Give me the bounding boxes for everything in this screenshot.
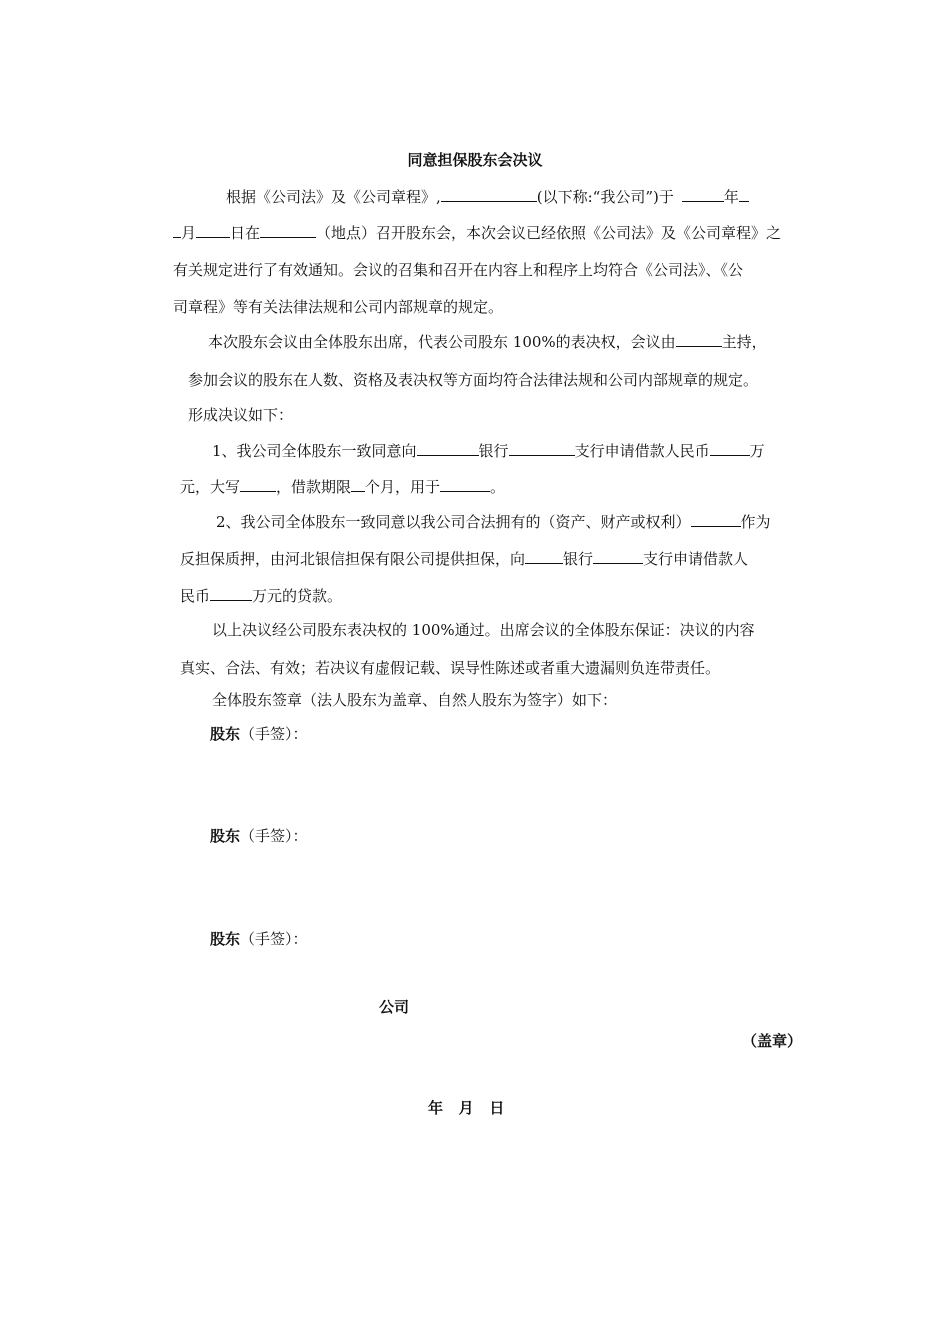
signature-hint: （手签）：: [240, 827, 308, 845]
text-segment: 主持，: [721, 333, 767, 351]
paragraph-1-line-2: [173, 222, 781, 243]
branch-blank[interactable]: [509, 440, 575, 456]
text-segment: (以下称:“我公司”)于: [536, 188, 674, 206]
text-segment: 根据《公司法》及《公司章程》,: [226, 188, 441, 206]
text-segment: 元，大写: [180, 478, 241, 496]
collateral-blank[interactable]: [691, 511, 741, 527]
text-segment: 本次股东会议由全体股东出席，代表公司股东 100%的表决权，会议由: [208, 333, 676, 351]
bank-blank-2[interactable]: [525, 548, 563, 564]
shareholder-signature-3[interactable]: [210, 929, 308, 949]
text-segment: 。: [490, 478, 506, 496]
company-name-blank[interactable]: [441, 186, 537, 202]
amount-words-blank[interactable]: [240, 476, 276, 492]
paragraph-2-line-3: 形成决议如下：: [188, 406, 294, 424]
shareholder-signature-2[interactable]: [210, 826, 308, 846]
signature-instruction: 全体股东签章（法人股东为盖章、自然人股东为签字）如下：: [212, 691, 618, 709]
signature-hint: （手签）：: [240, 930, 308, 948]
signature-hint: （手签）：: [240, 725, 308, 743]
chairperson-blank[interactable]: [676, 331, 722, 347]
resolution-2-line-2: [180, 548, 748, 569]
text-segment: 支行申请借款人民币: [574, 442, 710, 460]
text-segment: 支行申请借款人: [643, 550, 749, 568]
text-segment: 万: [749, 442, 765, 460]
text-segment: 个月，用于: [365, 478, 441, 496]
resolution-2-line-1: [216, 511, 771, 532]
text-segment: 2、我公司全体股东一致同意以我公司合法拥有的（资产、财产或权利）: [216, 513, 691, 531]
shareholder-label: 股东: [210, 725, 241, 743]
date-label: 年 月 日: [428, 1099, 505, 1117]
amount-blank[interactable]: [710, 440, 750, 456]
document-title: 同意担保股东会决议: [407, 151, 543, 169]
term-blank[interactable]: [351, 476, 365, 492]
paragraph-2-line-1: [208, 331, 767, 352]
text-segment: 月: [181, 224, 197, 242]
day-blank[interactable]: [196, 222, 230, 238]
resolution-1-line-1: [212, 440, 765, 461]
text-segment: 民币: [180, 587, 211, 605]
resolution-1-line-2: [180, 476, 505, 497]
text-segment: 日在: [230, 224, 261, 242]
seal-label: （盖章）: [742, 1032, 803, 1050]
text-segment: 1、我公司全体股东一致同意向: [212, 442, 417, 460]
text-segment: 银行: [478, 442, 509, 460]
shareholder-label: 股东: [210, 930, 241, 948]
location-blank[interactable]: [260, 222, 316, 238]
company-label: 公司: [379, 998, 410, 1016]
shareholder-label: 股东: [210, 827, 241, 845]
year-blank[interactable]: [682, 186, 724, 202]
text-segment: ，借款期限: [276, 478, 352, 496]
purpose-blank[interactable]: [440, 476, 490, 492]
text-segment: 年: [723, 188, 739, 206]
branch-blank-2[interactable]: [593, 548, 643, 564]
amount-blank-2[interactable]: [210, 585, 252, 601]
resolution-2-line-3: [180, 585, 342, 606]
text-segment: 银行: [563, 550, 594, 568]
month-blank-start[interactable]: [739, 186, 749, 202]
paragraph-3-line-2: 真实、合法、有效；若决议有虚假记载、误导性陈述或者重大遗漏则负连带责任。: [180, 659, 721, 677]
paragraph-1-line-3: 有关规定进行了有效通知。会议的召集和召开在内容上和程序上均符合《公司法》、《公: [173, 261, 744, 279]
paragraph-1-line-4: 司章程》等有关法律法规和公司内部规章的规定。: [173, 298, 504, 316]
paragraph-1-line-1: [226, 186, 749, 207]
text-segment: 作为: [740, 513, 771, 531]
shareholder-signature-1[interactable]: [210, 724, 308, 744]
bank-blank[interactable]: [417, 440, 479, 456]
text-segment: 反担保质押，由河北银信担保有限公司提供担保，向: [180, 550, 526, 568]
text-segment: 万元的贷款。: [252, 587, 343, 605]
paragraph-2-line-2: 参加会议的股东在人数、资格及表决权等方面均符合法律法规和公司内部规章的规定。: [188, 371, 759, 389]
month-blank-end[interactable]: [173, 222, 181, 238]
paragraph-3-line-1: 以上决议经公司股东表决权的 100%通过。出席会议的全体股东保证：决议的内容: [212, 621, 755, 639]
text-segment: （地点）召开股东会，本次会议已经依照《公司法》及《公司章程》之: [316, 224, 782, 242]
